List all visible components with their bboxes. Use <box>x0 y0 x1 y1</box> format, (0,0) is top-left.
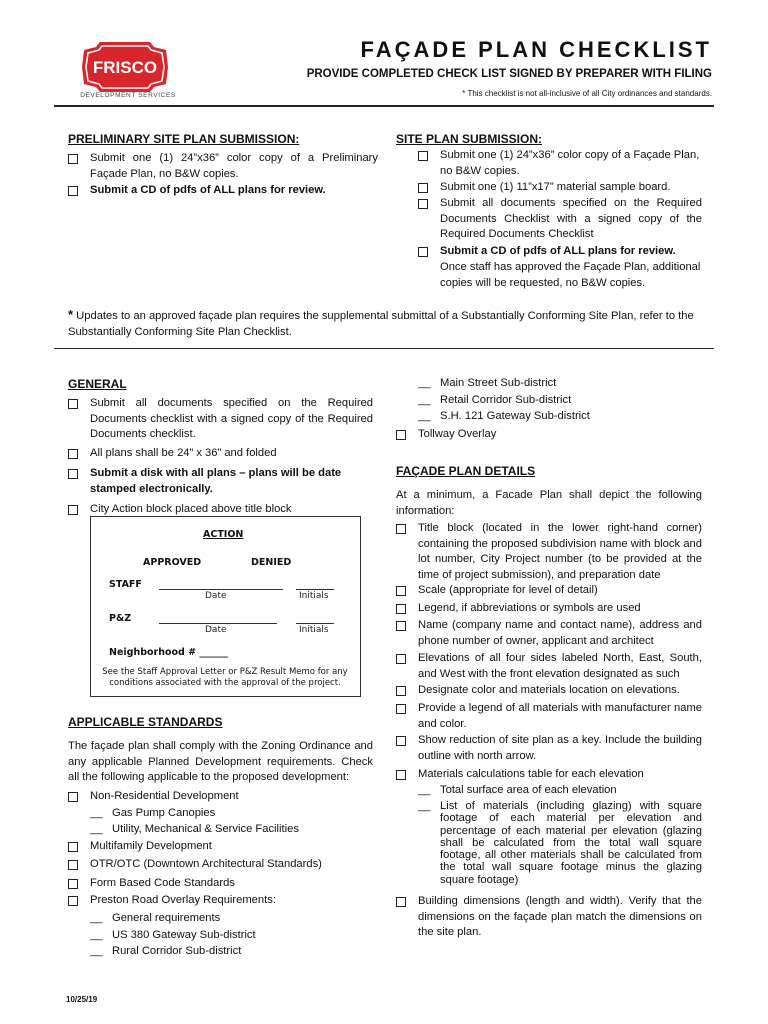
checkbox[interactable] <box>396 686 406 696</box>
checkbox[interactable] <box>68 505 78 515</box>
neighborhood-label: Neighborhood # ______ <box>109 647 228 658</box>
checkbox[interactable] <box>68 860 78 870</box>
staff-date-label: Date <box>205 591 227 601</box>
site-plan-item-1: Submit one (1) 24”x36” color copy of a Façade Plan, no B&W copies. <box>418 148 702 180</box>
denied-label: DENIED <box>251 557 292 568</box>
standards-heading: APPLICABLE STANDARDS <box>68 715 223 729</box>
action-title: ACTION <box>203 529 244 540</box>
checkbox[interactable] <box>68 399 78 409</box>
staff-label: STAFF <box>109 579 142 590</box>
checkbox[interactable] <box>418 183 428 193</box>
action-note: See the Staff Approval Letter or P&Z Result Memo for any conditions associated with the approval of the project. <box>102 667 348 688</box>
checkbox[interactable] <box>396 586 406 596</box>
checkbox[interactable] <box>68 154 78 164</box>
checkbox[interactable] <box>396 430 406 440</box>
footer-date: 10/25/19 <box>66 995 98 1004</box>
site-plan-continuation: Once staff has approved the Façade Plan, additional copies will be requested, no B&W copies. <box>440 261 701 289</box>
checkbox[interactable] <box>68 842 78 852</box>
update-note: * Updates to an approved façade plan requires the supplemental submittal of a Substantially Conforming Site Plan, refer to the Substantially Conforming Site Plan Checklist. <box>68 307 694 338</box>
checkbox[interactable] <box>418 247 428 257</box>
checkbox[interactable] <box>68 449 78 459</box>
checkbox[interactable] <box>396 654 406 664</box>
header-divider <box>54 105 714 107</box>
section-divider <box>54 348 714 349</box>
checkbox[interactable] <box>68 792 78 802</box>
details-heading: FAÇADE PLAN DETAILS <box>396 464 536 478</box>
checkbox[interactable] <box>418 151 428 161</box>
checkbox[interactable] <box>396 770 406 780</box>
city-action-block <box>90 516 361 697</box>
approved-label: APPROVED <box>143 557 202 568</box>
checkbox[interactable] <box>396 524 406 534</box>
pz-initials-label: Initials <box>299 625 329 635</box>
preliminary-item-1: Submit one (1) 24”x36” color copy of a Preliminary Façade Plan, no B&W copies. <box>68 151 378 183</box>
logo-subtitle: DEVELOPMENT SERVICES <box>80 92 176 99</box>
checkbox[interactable] <box>396 897 406 907</box>
site-plan-heading: SITE PLAN SUBMISSION: <box>396 132 543 146</box>
checkbox[interactable] <box>418 199 428 209</box>
staff-initials-label: Initials <box>299 591 329 601</box>
details-intro: At a minimum, a Facade Plan shall depict the following information: <box>396 489 702 517</box>
checkbox[interactable] <box>396 604 406 614</box>
preliminary-heading: PRELIMINARY SITE PLAN SUBMISSION: <box>68 132 300 146</box>
checkbox[interactable] <box>68 186 78 196</box>
general-heading: GENERAL <box>68 377 127 391</box>
pz-label: P&Z <box>109 613 132 624</box>
checkbox[interactable] <box>396 704 406 714</box>
checkbox[interactable] <box>68 879 78 889</box>
checkbox[interactable] <box>396 621 406 631</box>
frisco-logo <box>78 38 172 96</box>
checkbox[interactable] <box>68 469 78 479</box>
checkbox[interactable] <box>396 736 406 746</box>
checkbox[interactable] <box>68 896 78 906</box>
page-title: FAÇADE PLAN CHECKLIST <box>360 37 712 62</box>
standards-intro: The façade plan shall comply with the Zoning Ordinance and any applicable Planned Development requirements. Check all the following applicable to the proposed development: <box>68 740 373 783</box>
page-subtitle: PROVIDE COMPLETED CHECK LIST SIGNED BY PREPARER WITH FILING <box>306 68 712 80</box>
pz-date-label: Date <box>205 625 227 635</box>
logo-text: FRISCO <box>92 58 158 77</box>
disclaimer-note: * This checklist is not all-inclusive of all City ordinances and standards. <box>462 89 712 98</box>
